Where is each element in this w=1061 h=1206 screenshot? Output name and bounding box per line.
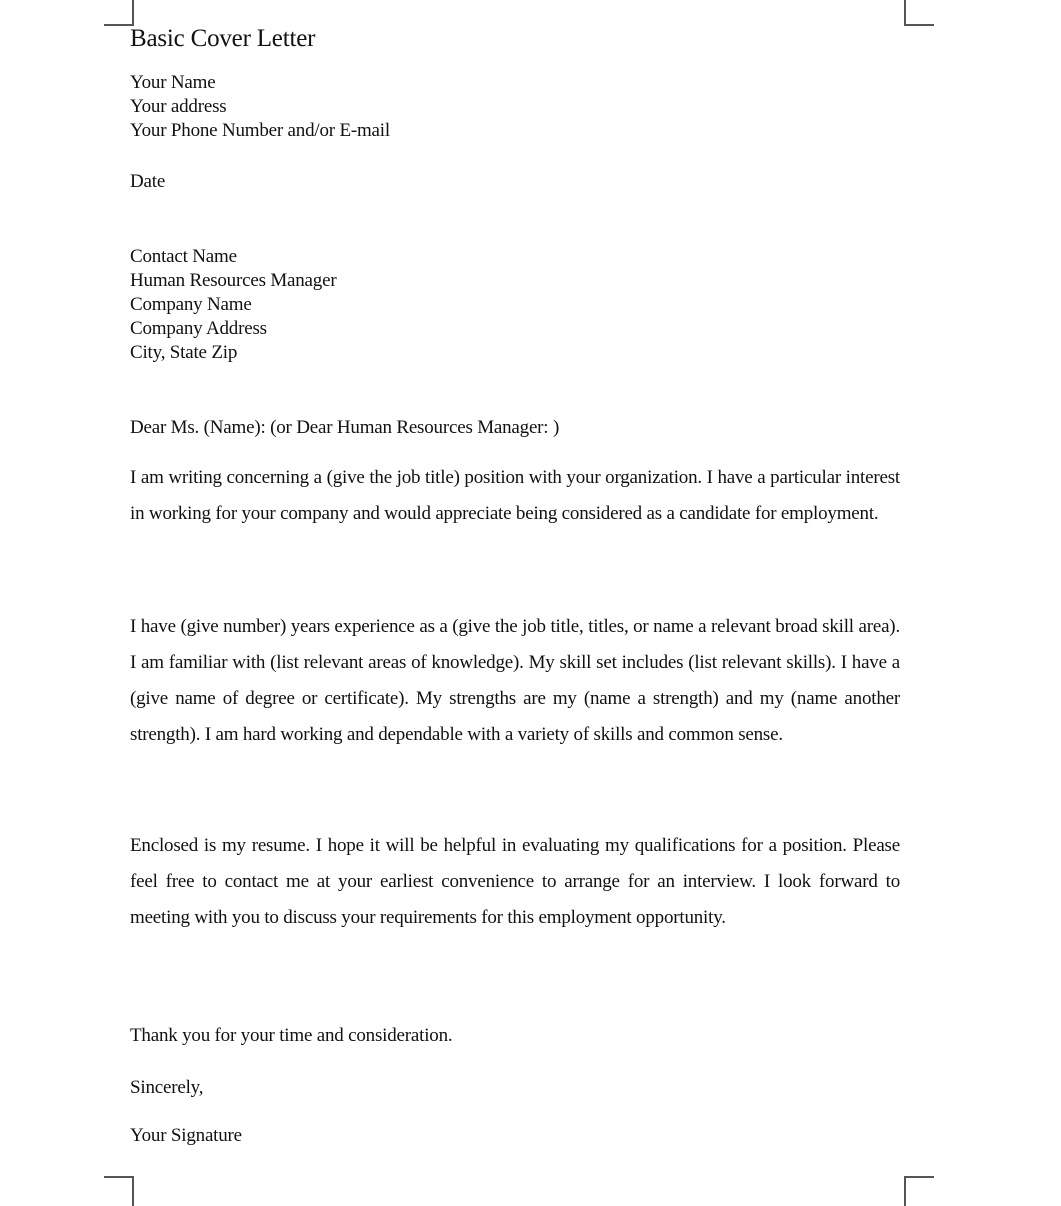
signature-line: Your Signature — [130, 1125, 242, 1146]
recipient-company-address: Company Address — [130, 318, 267, 339]
sender-address: Your address — [130, 96, 227, 117]
closing-thanks: Thank you for your time and consideration. — [130, 1025, 453, 1046]
document-title: Basic Cover Letter — [130, 25, 316, 52]
recipient-contact-name: Contact Name — [130, 246, 237, 267]
salutation: Dear Ms. (Name): (or Dear Human Resources Manager: ) — [130, 417, 560, 438]
closing-sincerely: Sincerely, — [130, 1077, 204, 1098]
body-paragraph-2: I have (give number) years experience as a (give the job title, titles, or name a relevant broad skill area). I am familiar with (list relevant areas of knowledge). My skill set includes (list relevant skills). I have a (give name of degree or certificate). My strengths are my (name a strength) and my (name another strength). I am hard working and dependable with a variety of skills and common sense. — [130, 616, 900, 745]
body-paragraph-1: I am writing concerning a (give the job title) position with your organization. I have a particular interest in working for your company and would appreciate being considered as a candidate for employment. — [130, 467, 900, 524]
body-paragraph-3: Enclosed is my resume. I hope it will be helpful in evaluating my qualifications for a position. Please feel free to contact me at your earliest convenience to arrange for an interview. I look forward to meeting with you to discuss your requirements for this employment opportunity. — [130, 835, 900, 928]
sender-name: Your Name — [130, 72, 216, 93]
recipient-company-name: Company Name — [130, 294, 252, 315]
crop-mark-top-left — [104, 0, 134, 26]
recipient-block — [130, 245, 900, 365]
recipient-city-state-zip: City, State Zip — [130, 342, 238, 363]
crop-mark-top-right — [904, 0, 934, 26]
crop-mark-bottom-right — [904, 1176, 934, 1206]
letter-date: Date — [130, 171, 166, 192]
crop-mark-bottom-left — [104, 1176, 134, 1206]
sender-contact: Your Phone Number and/or E-mail — [130, 120, 390, 141]
sender-block — [130, 71, 900, 143]
recipient-title: Human Resources Manager — [130, 270, 337, 291]
